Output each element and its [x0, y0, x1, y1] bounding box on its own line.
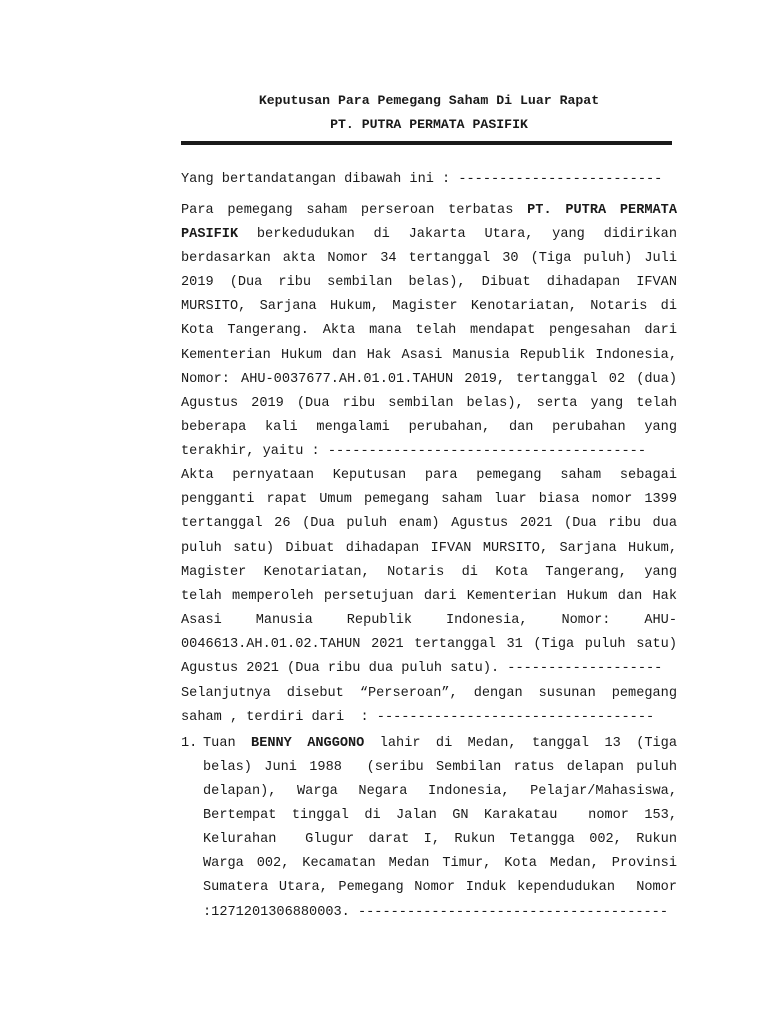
p1-line: terakhir, yaitu : --------------------------------------- — [181, 444, 646, 459]
company-name-heading: PT. PUTRA PERMATA PASIFIK — [330, 117, 528, 132]
item1-line: Warga 002, Kecamatan Medan Timur, Kota Medan, Provinsi — [203, 856, 677, 871]
item1-line: Bertempat tinggal di Jalan GN Karakatau nomor 153, — [203, 808, 677, 823]
item1-line: Kelurahan Glugur darat I, Rukun Tetangga 002, Rukun — [203, 832, 677, 847]
p2-line: Agustus 2021 (Dua ribu dua puluh satu). ------------------- — [181, 661, 663, 676]
p1-line: Kementerian Hukum dan Hak Asasi Manusia Republik Indonesia, — [181, 348, 677, 363]
item1-line: Sumatera Utara, Pemegang Nomor Induk kependudukan Nomor — [203, 880, 677, 895]
item1-line: Tuan BENNY ANGGONO lahir di Medan, tanggal 13 (Tiga — [203, 736, 677, 751]
p2-line: Magister Kenotariatan, Notaris di Kota Tangerang, yang — [181, 565, 677, 580]
item1-line: belas) Juni 1988 (seribu Sembilan ratus delapan puluh — [203, 760, 677, 775]
item1-line: delapan), Warga Negara Indonesia, Pelajar/Mahasiswa, — [203, 784, 677, 799]
p1-line: berdasarkan akta Nomor 34 tertanggal 30 (Tiga puluh) Juli — [181, 251, 677, 266]
document-title: Keputusan Para Pemegang Saham Di Luar Rapat — [258, 93, 600, 108]
p1-line: beberapa kali mengalami perubahan, dan perubahan yang — [181, 420, 677, 435]
p2-line: tertanggal 26 (Dua puluh enam) Agustus 2021 (Dua ribu dua — [181, 516, 677, 531]
p1-line: Nomor: AHU-0037677.AH.01.01.TAHUN 2019, tertanggal 02 (dua) — [181, 372, 677, 387]
p2-line: Asasi Manusia Republik Indonesia, Nomor: AHU- — [181, 613, 677, 628]
list-item-number: 1. — [181, 736, 198, 751]
p2-line: puluh satu) Dibuat dihadapan IFVAN MURSITO, Sarjana Hukum, — [181, 541, 677, 556]
p1-line: Agustus 2019 (Dua ribu sembilan belas), serta yang telah — [181, 396, 677, 411]
p2-line: Akta pernyataan Keputusan para pemegang saham sebagai — [181, 468, 677, 483]
p2-line: 0046613.AH.01.02.TAHUN 2021 tertanggal 31 (Tiga puluh satu) — [181, 637, 677, 652]
title-divider — [181, 141, 672, 145]
p1-line: Para pemegang saham perseroan terbatas PT. PUTRA PERMATA — [181, 203, 677, 218]
p1-line: MURSITO, Sarjana Hukum, Magister Kenotariatan, Notaris di — [181, 299, 677, 314]
p1-line: 2019 (Dua ribu sembilan belas), Dibuat dihadapan IFVAN — [181, 275, 677, 290]
p1-line: PASIFIK berkedudukan di Jakarta Utara, yang didirikan — [181, 227, 677, 242]
p2-line: pengganti rapat Umum pemegang saham luar biasa nomor 1399 — [181, 492, 677, 507]
p1-line: Kota Tangerang. Akta mana telah mendapat pengesahan dari — [181, 323, 677, 338]
p2-line: telah memperoleh persetujuan dari Kementerian Hukum dan Hak — [181, 589, 677, 604]
item1-line: :1271201306880003. -------------------------------------- — [203, 905, 668, 920]
intro-line: Yang bertandatangan dibawah ini : ------------------------- — [181, 172, 663, 187]
p3-line: saham , terdiri dari : ---------------------------------- — [181, 710, 655, 725]
p3-line: Selanjutnya disebut “Perseroan”, dengan susunan pemegang — [181, 686, 677, 701]
